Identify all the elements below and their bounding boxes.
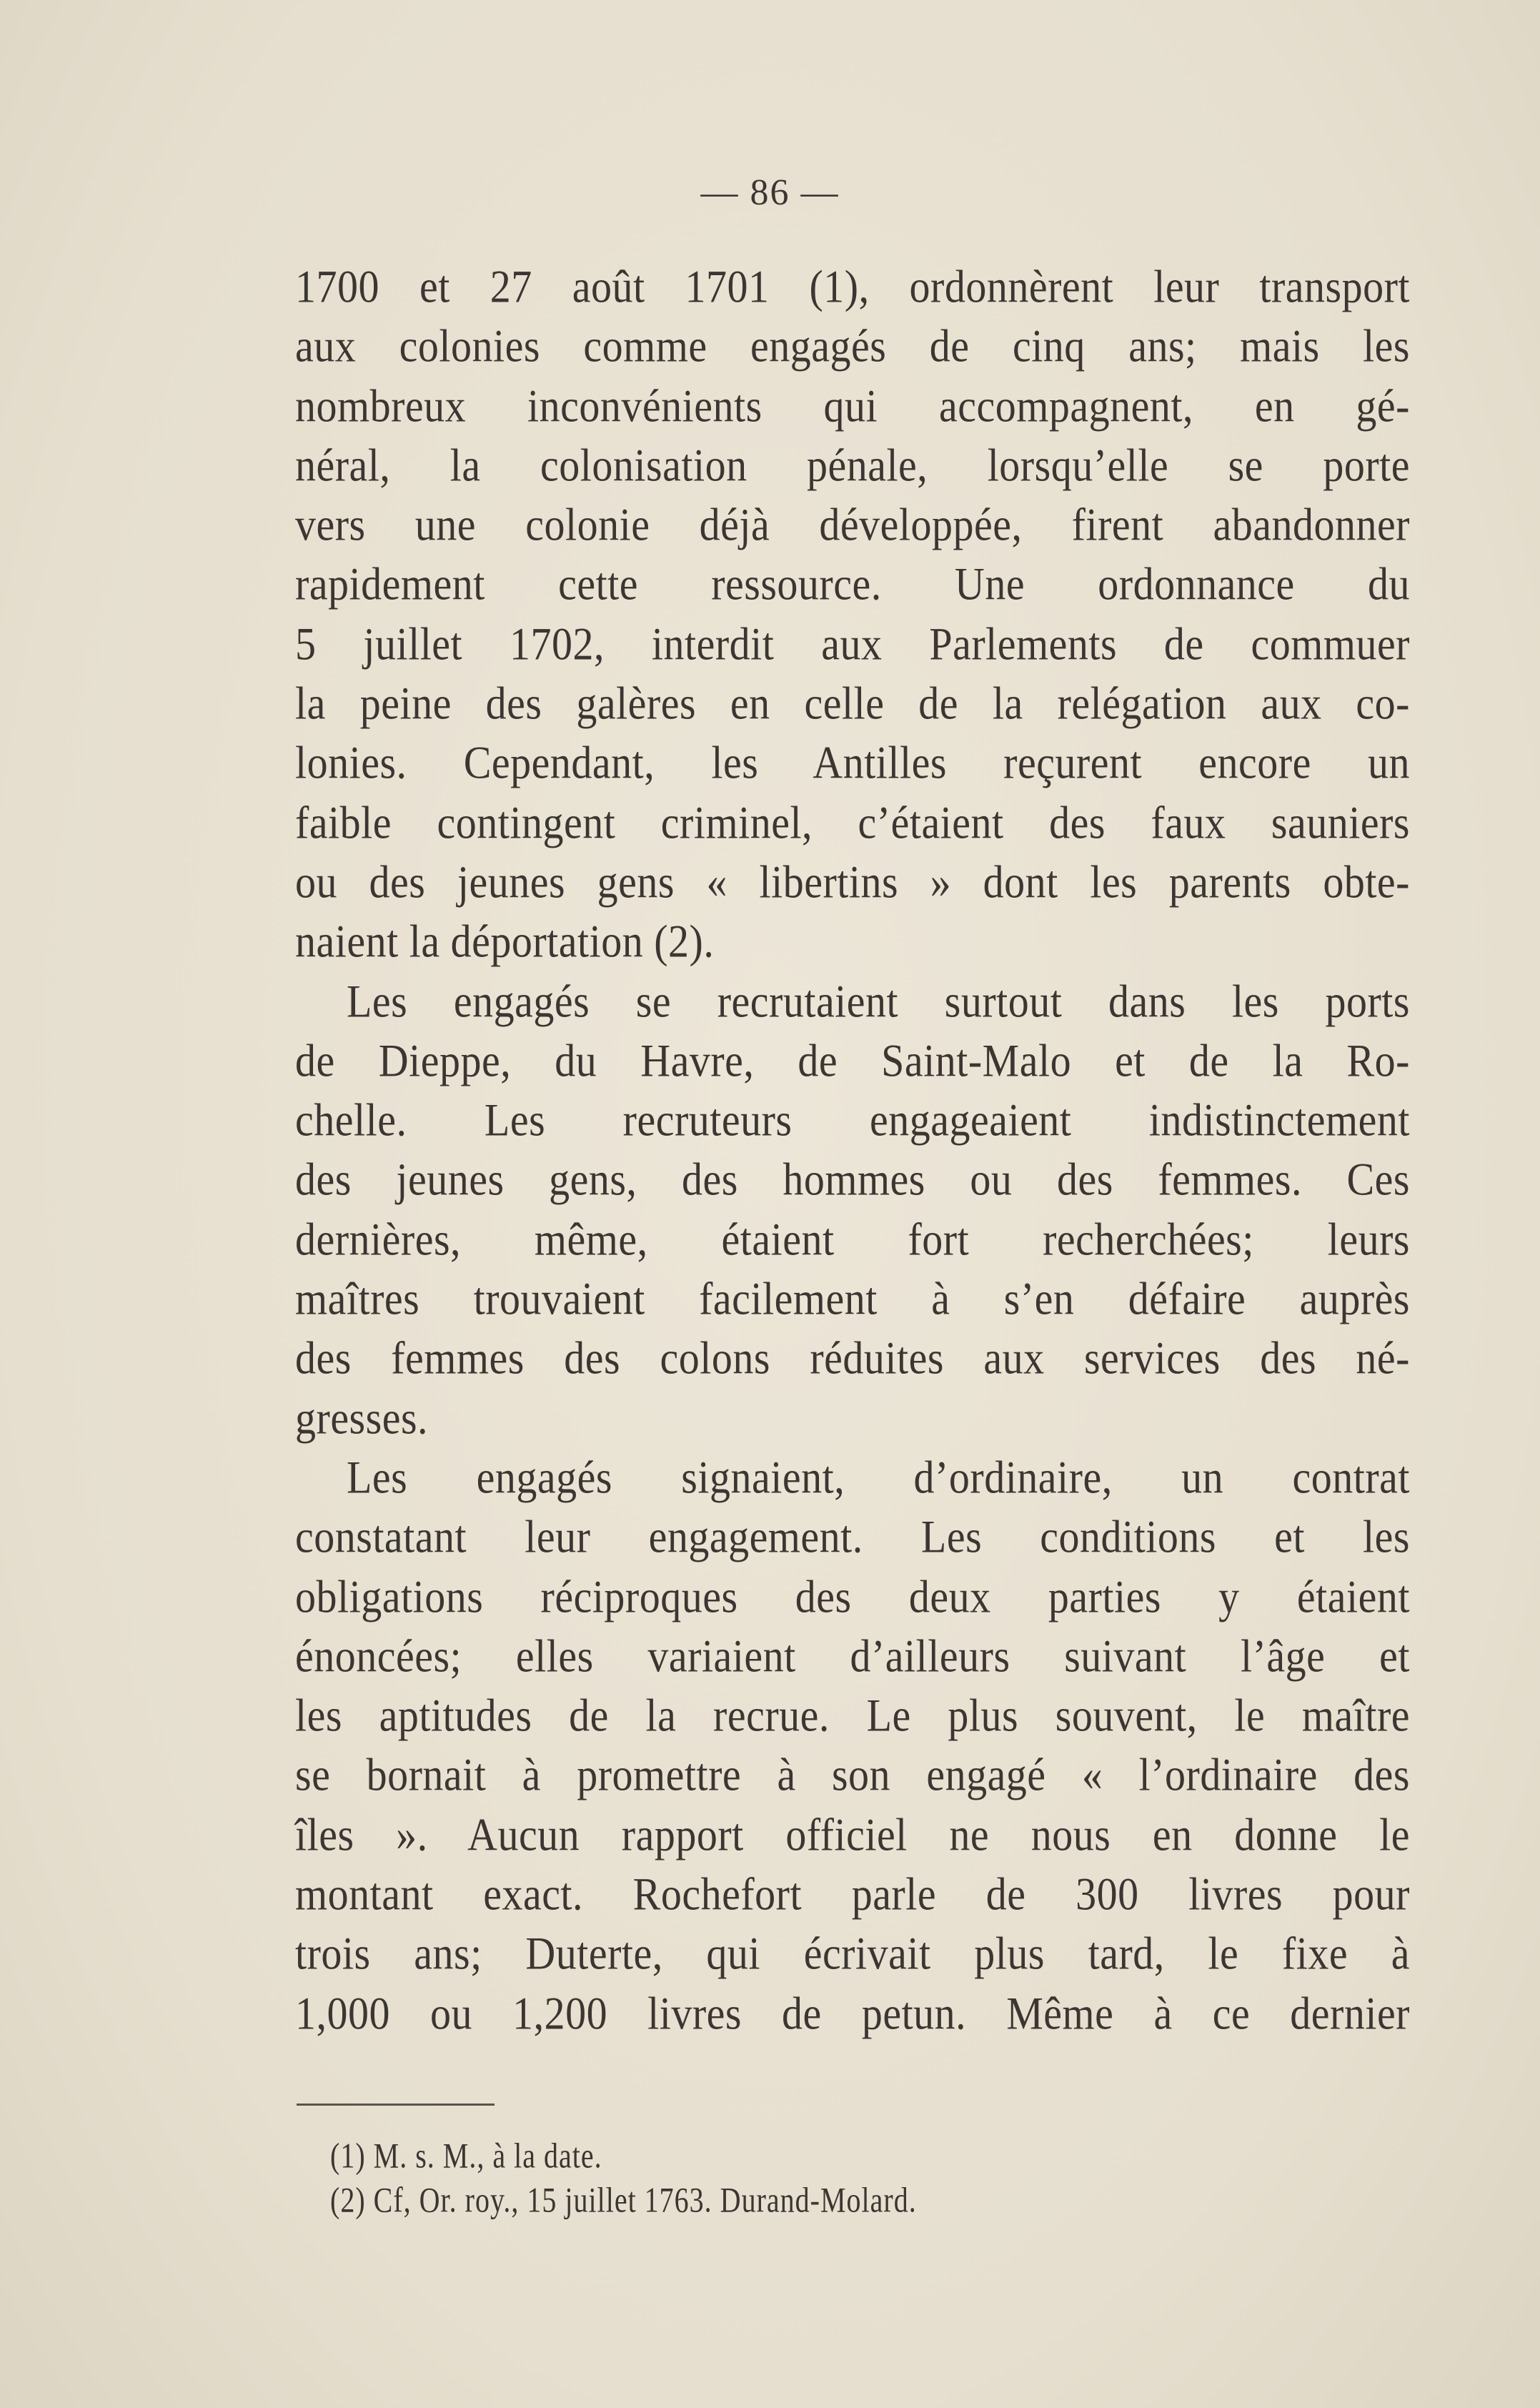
text-line: trois ans; Duterte, qui écrivait plus tard, le fixe à	[295, 1927, 1410, 1980]
page-number: — 86 —	[700, 172, 840, 213]
text-line: les aptitudes de la recrue. Le plus souvent, le maître	[295, 1689, 1410, 1742]
text-line: naient la déportation (2).	[295, 915, 715, 968]
text-line: énoncées; elles variaient d’ailleurs suivant l’âge et	[295, 1629, 1410, 1682]
text-line: maîtres trouvaient facilement à s’en défaire auprès	[295, 1272, 1410, 1324]
text-line: rapidement cette ressource. Une ordonnance du	[295, 558, 1410, 610]
text-line: 5 juillet 1702, interdit aux Parlements de commuer	[295, 617, 1410, 670]
text-line: constatant leur engagement. Les conditions et les	[295, 1510, 1410, 1563]
text-line: chelle. Les recruteurs engageaient indistinctement	[295, 1094, 1410, 1146]
text-line: 1,000 ou 1,200 livres de petun. Même à ce dernier	[295, 1986, 1410, 2039]
footnote-separator	[297, 2104, 495, 2106]
text-line: la peine des galères en celle de la relégation aux co-	[295, 677, 1410, 729]
text-line: néral, la colonisation pénale, lorsqu’elle se porte	[295, 438, 1410, 491]
footnote-2: (2) Cf, Or. roy., 15 juillet 1763. Durand-Molard.	[330, 2179, 917, 2220]
text-line: lonies. Cependant, les Antilles reçurent encore un	[295, 736, 1410, 789]
text-line: faible contingent criminel, c’étaient des faux sauniers	[295, 796, 1410, 848]
text-line: obligations réciproques des deux parties y étaient	[295, 1570, 1410, 1622]
text-line: des femmes des colons réduites aux services des né-	[295, 1332, 1410, 1384]
text-line: ou des jeunes gens « libertins » dont les parents obte-	[295, 856, 1410, 908]
text-line: dernières, même, étaient fort recherchées; leurs	[295, 1212, 1410, 1265]
text-line: de Dieppe, du Havre, de Saint-Malo et de la Ro-	[295, 1034, 1410, 1086]
text-line: 1700 et 27 août 1701 (1), ordonnèrent leur transport	[295, 260, 1410, 312]
text-line: gresses.	[295, 1391, 429, 1444]
text-line: aux colonies comme engagés de cinq ans; mais les	[295, 319, 1410, 372]
body-text	[295, 257, 1410, 2043]
text-line: Les engagés se recrutaient surtout dans les ports	[347, 974, 1410, 1027]
footnotes	[330, 2134, 917, 2222]
text-line: montant exact. Rochefort parle de 300 livres pour	[295, 1868, 1410, 1920]
text-line: îles ». Aucun rapport officiel ne nous en donne le	[295, 1808, 1410, 1860]
text-line: Les engagés signaient, d’ordinaire, un contrat	[347, 1451, 1410, 1503]
text-line: nombreux inconvénients qui accompagnent, en gé-	[295, 379, 1410, 432]
text-line: des jeunes gens, des hommes ou des femmes. Ces	[295, 1153, 1410, 1206]
text-line: se bornait à promettre à son engagé « l’ordinaire des	[295, 1748, 1410, 1801]
text-line: vers une colonie déjà développée, firent abandonner	[295, 498, 1410, 551]
footnote-1: (1) M. s. M., à la date.	[330, 2135, 602, 2176]
